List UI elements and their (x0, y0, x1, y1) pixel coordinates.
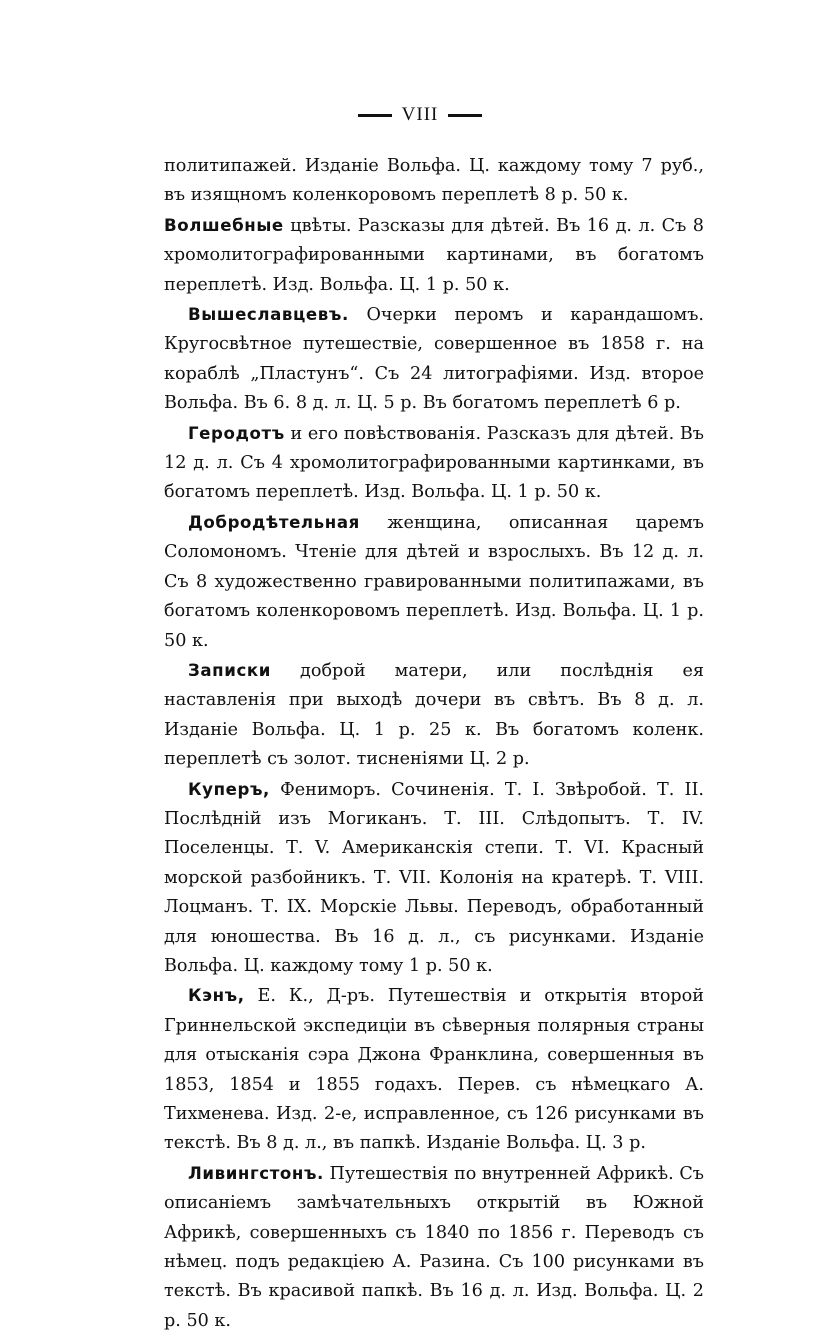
entry-text: цвѣты. Разсказы для дѣтей. Въ 16 д. л. Съ 8 хромолитографированными картинами, въ богатомъ переплетѣ. Изд. Вольфа. Ц. 1 р. 50 к. (164, 215, 704, 295)
entry-text: Е. К., Д-ръ. Путешествія и открытія второй Гриннельской экспедиціи въ сѣверныя полярныя страны для отысканія сэра Джона Франклина, совершенныя въ 1853, 1854 и 1855 годахъ. Перев. съ нѣмецкаго А. Тихменева. Изд. 2-е, исправленное, съ 126 рисунками въ текстѣ. Въ 8 д. л., въ папкѣ. Изданіе Вольфа. Ц. 3 р. (164, 986, 704, 1154)
entry-heading: Геродотъ (188, 423, 285, 443)
catalog-entry (164, 300, 704, 419)
catalog-entry (164, 419, 704, 508)
entry-text: Путешествія по внутренней Африкѣ. Съ описаніемъ замѣчательныхъ открытій въ Южной Африкѣ, совершенныхъ съ 1840 по 1856 г. Переводъ съ нѣмец. подъ редакціею А. Разина. Съ 100 рисунками въ текстѣ. Въ красивой папкѣ. Въ 16 д. л. Изд. Вольфа. Ц. 2 р. 50 к. (164, 1163, 704, 1331)
catalog-entry (164, 1159, 704, 1336)
entry-heading: Ливингстонъ. (188, 1163, 324, 1183)
entry-text: и его повѣствованія. Разсказъ для дѣтей. Въ 12 д. л. Съ 4 хромолитографированными картинками, въ богатомъ переплетѣ. Изд. Вольфа. Ц. 1 р. 50 к. (164, 423, 704, 503)
entry-text: Очерки перомъ и карандашомъ. Кругосвѣтное путешествіе, совершенное въ 1858 г. на кораблѣ „Пластунъ“. Съ 24 литографіями. Изд. второе Вольфа. Въ 6. 8 д. л. Ц. 5 р. Въ богатомъ переплетѣ 6 р. (164, 305, 704, 414)
entry-heading: Кэнъ, (188, 986, 245, 1006)
entry-text: доброй матери, или послѣднія ея наставленія при выходѣ дочери въ свѣтъ. Въ 8 д. л. Изданіе Вольфа. Ц. 1 р. 25 к. Въ богатомъ коленк. переплетѣ съ золот. тисненіями Ц. 2 р. (164, 660, 704, 770)
entry-heading: Вышеславцевъ. (188, 305, 349, 325)
dash-left (358, 114, 392, 117)
entry-heading: Добродѣтельная (188, 512, 360, 532)
entry-heading: Куперъ, (188, 779, 270, 799)
page-number (0, 104, 840, 126)
entry-heading: Записки (188, 660, 272, 680)
dash-right (448, 114, 482, 117)
catalog-entry (164, 211, 704, 300)
entry-text: политипажей. Изданіе Вольфа. Ц. каждому тому 7 руб., въ изящномъ коленкоровомъ переплетѣ 8 р. 50 к. (164, 156, 704, 206)
entry-text: женщина, описанная царемъ Соломономъ. Чтеніе для дѣтей и взрослыхъ. Въ 12 д. л. Съ 8 художественно гравированными политипажами, въ богатомъ коленкоровомъ переплетѣ. Изд. Вольфа. Ц. 1 р. 50 к. (164, 512, 704, 651)
catalog-entry (164, 656, 704, 775)
catalog-entry (164, 152, 704, 211)
entry-heading: Волшебные (164, 215, 284, 235)
page-number-text: VIII (401, 104, 439, 125)
entry-text: Фениморъ. Сочиненія. Т. I. Звѣробой. Т. II. Послѣдній изъ Могиканъ. Т. III. Слѣдопытъ. Т. IV. Поселенцы. Т. V. Американскія степи. Т. VI. Красный морской разбойникъ. Т. VII. Колонія на кратерѣ. Т. VIII. Лоцманъ. Т. IX. Морскіе Львы. Переводъ, обработанный для юношества. Въ 16 д. л., съ рисунками. Изданіе Вольфа. Ц. каждому тому 1 р. 50 к. (164, 779, 704, 976)
catalog-entry (164, 508, 704, 656)
catalog-entry (164, 775, 704, 982)
catalog-entry (164, 981, 704, 1158)
catalog-entries (164, 152, 704, 1336)
